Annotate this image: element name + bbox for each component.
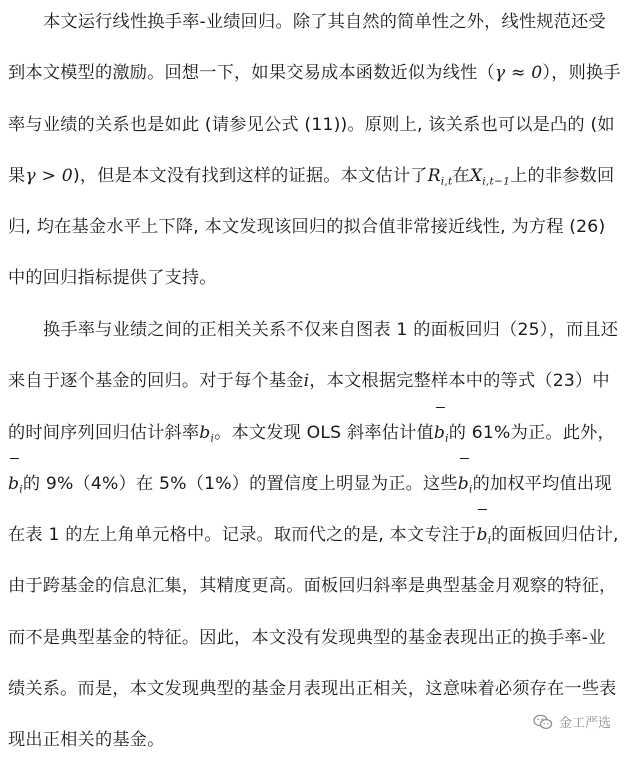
text-span: 绩关系。而是，本文发现典型的基金月表现出正相关，这意味着必须存在一些表 [8,679,617,700]
text-line [8,715,620,766]
math-variable [199,423,214,443]
math-symbol: b [458,459,469,510]
paragraph-1 [8,0,620,305]
text-line [8,202,620,253]
text-span: 的 9%（4%）在 5%（1%）的置信度上明显为正。这些 [22,473,458,494]
math-symbol: b [476,510,487,561]
text-line [8,151,620,202]
math-subscript: i [469,482,473,496]
math-variable-hat [458,474,473,494]
math-expression: γ ≈ 0 [494,63,543,84]
text-span: 现出正相关的基金。 [8,730,165,751]
text-span: 在 [452,165,470,186]
math-subscript: i,t [440,174,453,188]
text-span: 的加权平均值出现 [472,473,612,494]
math-variable [470,166,510,186]
math-symbol: b [434,408,445,459]
math-expression: γ > 0 [25,165,73,186]
math-variable-hat [8,474,23,494]
text-line [8,510,620,561]
wechat-icon [533,714,553,730]
text-span: 上的非参数回 [510,165,615,186]
text-span: 换手率与业绩之间的正相关关系不仅来自图表 1 的面板回归（25），而且还 [43,320,619,340]
text-line [8,664,620,715]
text-span: 果 [8,165,26,186]
math-symbol: b [8,459,19,510]
paragraph-2 [8,305,620,767]
math-variable-hat [434,423,449,443]
text-span: 在表 1 的左上角单元格中。记录。取而代之的是, 本文专注于 [8,525,477,546]
text-span: ，本文根据完整样本中的等式（23）中 [309,371,610,392]
text-line [8,408,620,459]
watermark-text: 金工严选 [558,716,611,731]
math-subscript: i [445,431,449,445]
math-variable: i [303,371,310,392]
watermark [533,712,611,731]
math-variable-hat [476,525,491,545]
text-line [8,0,620,48]
text-span: 。本文发现 OLS 斜率估计值 [214,422,434,443]
text-span: 中的回归指标提供了支持。 [8,268,217,289]
text-span: 而不是典型基金的特征。因此，本文没有发现典型的基金表现出正的换手率-业 [8,627,606,648]
text-span: 的面板回归估计, [491,525,619,546]
text-span: 率与业绩的关系也是如此 (请参见公式 (11))。原则上, 该关系也可以是凸的 (如 [8,114,615,135]
text-span: 由于跨基金的信息汇集，其精度更高。面板回归斜率是典型基金月观察的特征， [8,576,617,597]
text-line [8,613,620,664]
text-span: )，但是本文没有找到这样的证据。本文估计了 [72,165,428,186]
math-subscript: i,t−1 [482,174,511,188]
text-span: 来自于逐个基金的回归。对于每个基金 [8,371,304,392]
text-span: 归, 均在基金水平上下降, 本文发现该回归的拟合值非常接近线性, 为方程 (26) [8,217,606,238]
text-span: 的时间序列回归估计斜率 [8,422,200,443]
text-line [8,100,620,151]
text-line [8,561,620,612]
text-line [8,253,620,304]
text-line [8,459,620,510]
text-span: 到本文模型的激励。回想一下，如果交易成本函数近似为线性（ [8,63,495,84]
text-line [8,48,620,99]
text-line [8,356,620,407]
math-subscript: i [19,482,23,496]
math-symbol: X [469,165,483,186]
math-subscript: i [487,533,492,547]
text-span: ），则换手 [542,63,621,84]
math-symbol: R [427,165,441,186]
math-subscript: i [210,431,215,445]
math-variable [428,166,453,186]
text-line [8,305,620,356]
math-symbol: b [199,422,211,443]
text-span: 本文运行线性换手率-业绩回归。除了其自然的简单性之外，线性规范还受 [43,12,606,32]
text-span: 的 61%为正。此外， [448,422,615,443]
